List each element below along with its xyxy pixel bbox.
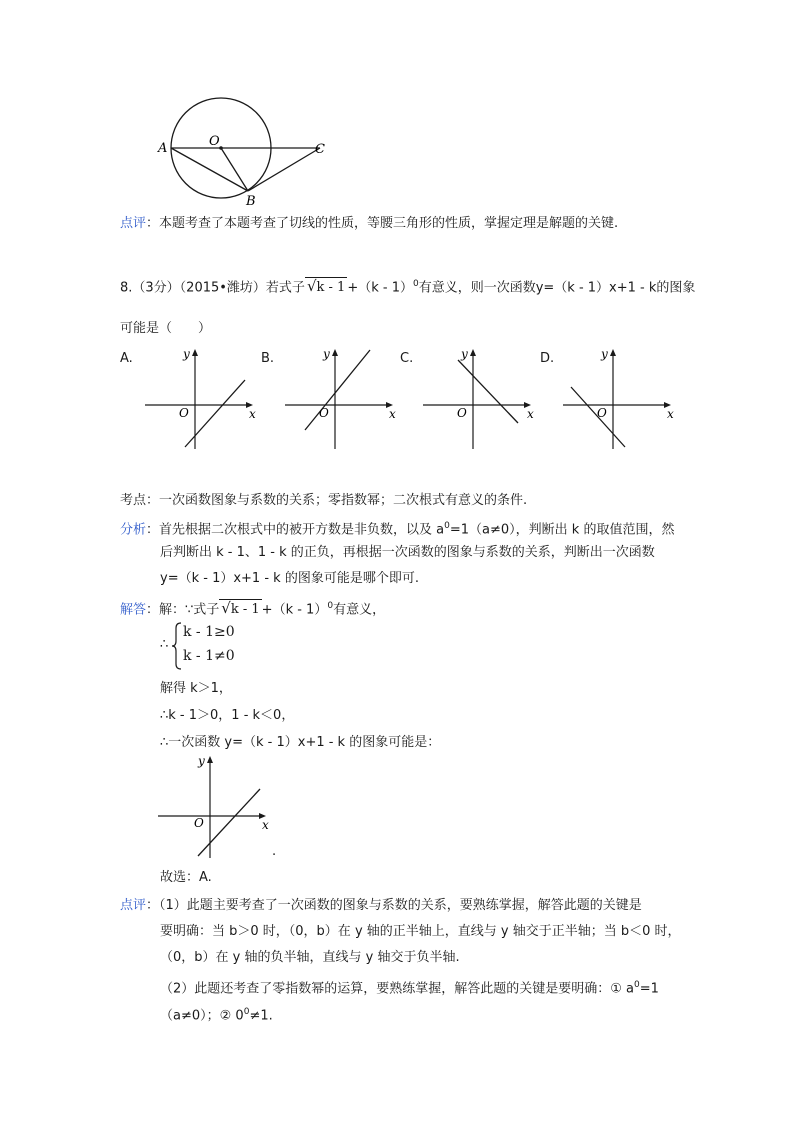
review-label: 点评 bbox=[120, 216, 147, 231]
review-2-line-2: 要明确：当 b＞0 时，（0，b）在 y 轴的正半轴上，直线与 y 轴交于正半轴；当 b＜0 时， bbox=[160, 924, 681, 939]
option-b-graph bbox=[285, 345, 405, 450]
review-text: ≠1. bbox=[249, 1008, 273, 1024]
sqrt-radicand: k - 1 bbox=[230, 602, 260, 618]
review-sup: 0 bbox=[634, 980, 640, 990]
y-axis-label: y bbox=[461, 347, 468, 361]
sqrt-expression: √k - 1 bbox=[306, 277, 346, 296]
jieda-text-c: 有意义， bbox=[333, 602, 386, 618]
graph-intro-line: ∴一次函数 y=（k - 1）x+1 - k 的图象可能是： bbox=[160, 735, 441, 750]
sqrt-expression: √k - 1 bbox=[221, 599, 260, 618]
y-axis-label: y bbox=[183, 347, 190, 361]
review-2-line-5 bbox=[160, 1004, 273, 1024]
stem-exponent: 0 bbox=[412, 279, 419, 289]
jieda-line-1 bbox=[120, 598, 385, 618]
fenxi-line-2: 后判断出 k - 1、1 - k 的正负，再根据一次函数的图象与系数的关系，判断出一次函数 bbox=[160, 545, 655, 560]
x-axis-label: x bbox=[667, 407, 674, 421]
origin-label: O bbox=[457, 406, 467, 420]
jieda-sup: 0 bbox=[327, 601, 334, 611]
fenxi-line-1 bbox=[120, 518, 674, 538]
kaodian-text: ：一次函数图象与系数的关系；零指数幂；二次根式有意义的条件. bbox=[146, 493, 528, 508]
stem-prefix: 8.（3分）（2015•潍坊）若式子 bbox=[120, 280, 305, 296]
fenxi-label: 分析 bbox=[120, 522, 147, 538]
option-a-letter: A. bbox=[120, 351, 133, 366]
y-axis-label: y bbox=[601, 347, 608, 361]
point-a-label: A bbox=[158, 141, 168, 156]
review-text: =1 bbox=[639, 981, 659, 997]
y-axis-label: y bbox=[198, 754, 205, 768]
solve-line: 解得 k＞1， bbox=[160, 681, 232, 696]
system-line-1: k - 1≥0 bbox=[183, 624, 235, 640]
circle-tangent-figure bbox=[150, 90, 350, 205]
x-axis-label: x bbox=[527, 407, 534, 421]
stem-suffix: 有意义，则一次函数y=（k - 1）x+1 - k的图象 bbox=[418, 280, 696, 296]
kaodian-section bbox=[120, 492, 527, 509]
option-c-letter: C. bbox=[400, 351, 414, 366]
fenxi-line-3: y=（k - 1）x+1 - k 的图象可能是哪个即可. bbox=[160, 571, 419, 586]
sign-line: ∴k - 1＞0，1 - k＜0， bbox=[160, 708, 295, 723]
kaodian-label: 考点 bbox=[120, 493, 147, 508]
option-c-graph bbox=[423, 345, 543, 450]
jieda-text-a: ：解：∵式子 bbox=[146, 602, 220, 618]
option-b-letter: B. bbox=[261, 351, 275, 366]
therefore-symbol: ∴ bbox=[160, 637, 169, 652]
system-line-2: k - 1≠0 bbox=[183, 648, 235, 664]
y-axis-label: y bbox=[323, 347, 330, 361]
system-brace bbox=[172, 622, 182, 670]
review-text: （2）此题还考查了零指数幂的运算，要熟练掌握，解答此题的关键是要明确：① a bbox=[160, 981, 635, 997]
origin-label: O bbox=[179, 406, 189, 420]
fenxi-text-b: =1（a≠0），判断出 k 的取值范围，然 bbox=[449, 522, 675, 538]
jieda-text-b: +（k - 1） bbox=[261, 602, 328, 618]
question-8-prompt: 可能是（ ） bbox=[120, 321, 212, 336]
point-c-label: C bbox=[315, 142, 325, 157]
jieda-label: 解答 bbox=[120, 602, 147, 618]
x-axis-label: x bbox=[249, 407, 256, 421]
origin-label: O bbox=[319, 406, 329, 420]
question-8-stem bbox=[120, 276, 695, 296]
review-2-line-3: （0，b）在 y 轴的负半轴，直线与 y 轴交于负半轴. bbox=[160, 950, 460, 965]
x-axis-label: x bbox=[389, 407, 396, 421]
fenxi-sup: 0 bbox=[444, 521, 450, 531]
review-text: （a≠0）；② 0 bbox=[160, 1008, 244, 1024]
point-b-label: B bbox=[246, 194, 256, 205]
answer-line: 故选：A. bbox=[160, 870, 212, 885]
option-d-letter: D. bbox=[540, 351, 555, 366]
origin-label: O bbox=[194, 816, 204, 830]
review-2-line-1 bbox=[120, 897, 642, 914]
fenxi-text-a: ：首先根据二次根式中的被开方数是非负数，以及 a bbox=[146, 522, 445, 538]
review-label: 点评 bbox=[120, 898, 147, 913]
review-text: ：本题考查了本题考查了切线的性质，等腰三角形的性质，掌握定理是解题的关键. bbox=[146, 216, 619, 231]
point-o-label: O bbox=[209, 134, 220, 149]
origin-label: O bbox=[597, 406, 607, 420]
option-a-graph bbox=[145, 345, 265, 450]
stem-middle: +（k - 1） bbox=[347, 280, 413, 296]
review-text: ：（1）此题主要考查了一次函数的图象与系数的关系，要熟练掌握，解答此题的关键是 bbox=[146, 898, 642, 913]
sqrt-radicand: k - 1 bbox=[316, 280, 346, 296]
review-1 bbox=[120, 215, 618, 232]
option-d-graph bbox=[563, 345, 683, 450]
figure-period: . bbox=[272, 844, 277, 859]
answer-graph bbox=[158, 752, 278, 862]
review-2-line-4 bbox=[160, 977, 659, 997]
x-axis-label: x bbox=[262, 818, 269, 832]
review-sup: 0 bbox=[243, 1007, 250, 1017]
